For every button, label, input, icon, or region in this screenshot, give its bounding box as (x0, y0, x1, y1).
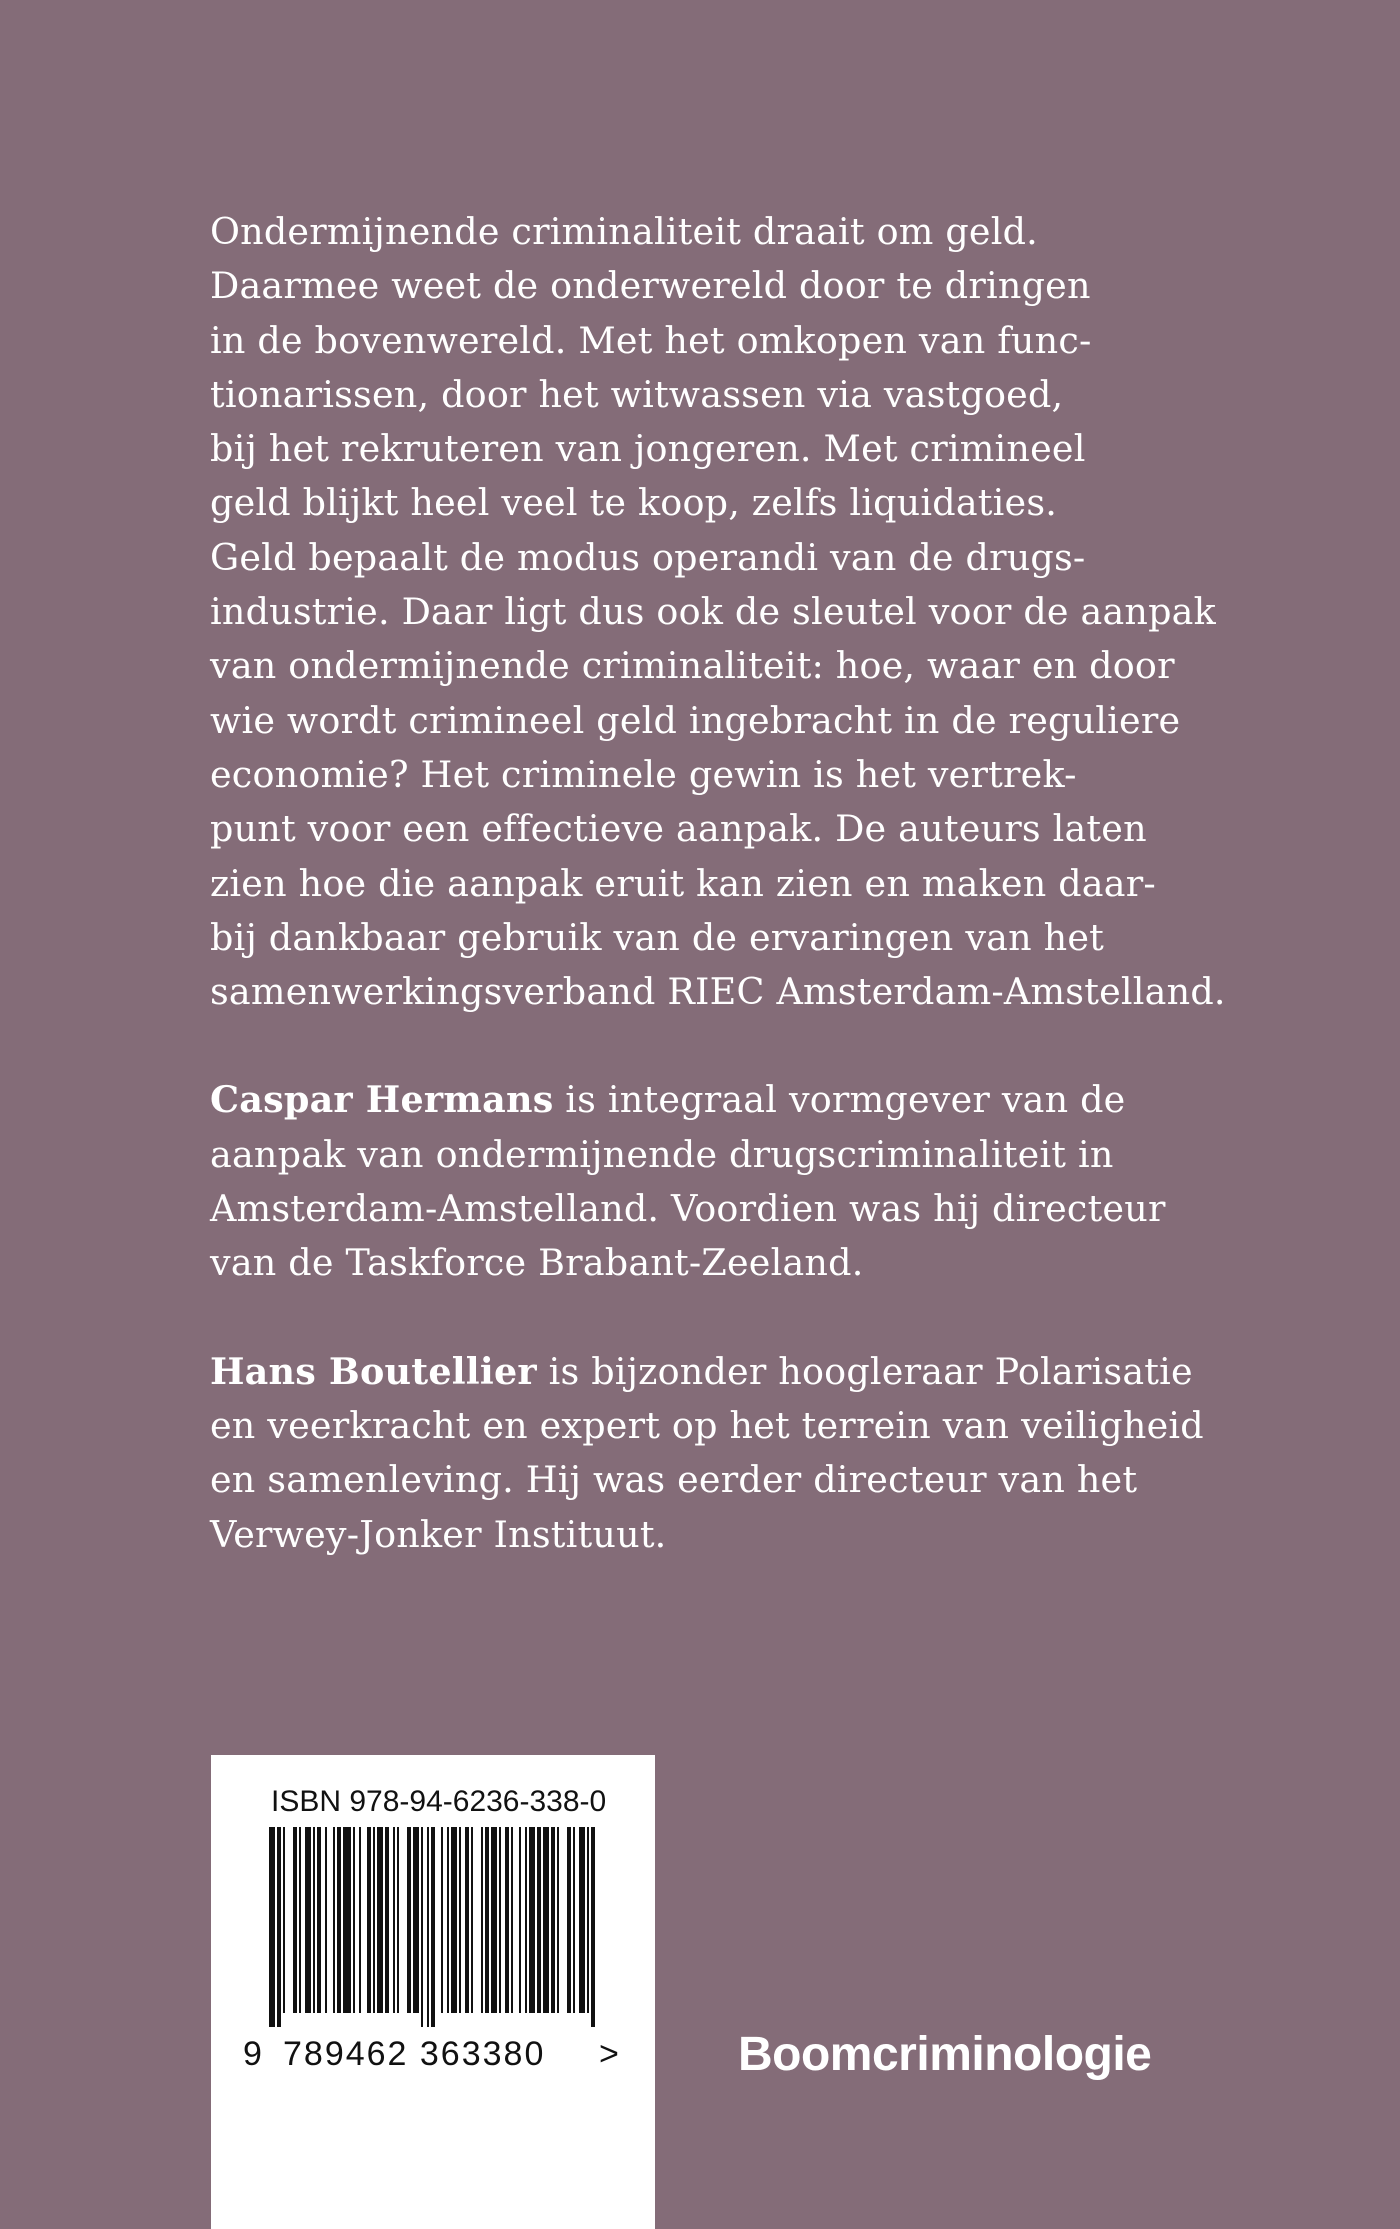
barcode-bar (317, 1827, 321, 2013)
barcode-bar (397, 1827, 399, 2013)
blurb-line: bij dankbaar gebruik van de ervaringen van het (210, 915, 1104, 959)
paragraph-spacer (210, 1291, 1220, 1345)
barcode-bar (337, 1827, 341, 2013)
blurb-line: Daarmee weet de onderwereld door te dringen (210, 264, 1091, 308)
barcode-bar (293, 1827, 297, 2013)
publisher-name-part2: criminologie (871, 2028, 1152, 2081)
author-bio-boutellier (210, 1345, 1220, 1562)
barcode-bar (305, 1827, 311, 2013)
author-bio-line: en samenleving. Hij was eerder directeur van het (210, 1458, 1138, 1502)
author-bio-first-line (210, 1345, 1220, 1399)
barcode-panel (211, 1755, 655, 2229)
author-bio-line: Amsterdam-Amstelland. Voordien was hij directeur (210, 1187, 1166, 1231)
barcode-bar (551, 1827, 555, 2013)
barcode-bar (485, 1827, 489, 2013)
author-name: Caspar Hermans (210, 1078, 554, 1122)
author-bio-line: Verwey-Jonker Instituut. (210, 1512, 667, 1556)
blurb-line: van ondermijnende criminaliteit: hoe, waar en door (210, 644, 1175, 688)
barcode-bar (325, 1827, 327, 2013)
barcode-icon (269, 1827, 609, 2027)
barcode-bar (277, 1827, 281, 2027)
barcode-bar (573, 1827, 575, 2013)
barcode-bar (471, 1827, 473, 2013)
barcode-bar (511, 1827, 513, 2013)
blurb-line: industrie. Daar ligt dus ook de sleutel voor de aanpak (210, 590, 1216, 634)
blurb-paragraph (210, 205, 1226, 1019)
barcode-bar (525, 1827, 527, 2013)
author-bio-hermans (210, 1073, 1220, 1290)
barcode-bar (505, 1827, 509, 2013)
blurb-line: geld blijkt heel veel te koop, zelfs liquidaties. (210, 481, 1058, 525)
barcode-bar (377, 1827, 383, 2013)
barcode-bar (557, 1827, 559, 2013)
blurb-line: economie? Het criminele gewin is het vertrek- (210, 752, 1077, 796)
author-bio-text: is integraal vormgever van de (553, 1078, 1126, 1122)
barcode-bar (283, 1827, 285, 2013)
barcode-bar (537, 1827, 541, 2013)
barcode-bar (499, 1827, 501, 2013)
blurb-line: punt voor een effectieve aanpak. De auteurs laten (210, 807, 1147, 851)
barcode-bar (353, 1827, 355, 2013)
barcode-bar (373, 1827, 375, 2013)
barcode-bar (567, 1827, 571, 2013)
barcode-bar (313, 1827, 315, 2013)
blurb-line: in de bovenwereld. Met het omkopen van func- (210, 318, 1092, 362)
barcode-arrow: > (599, 2035, 620, 2073)
barcode-bar (441, 1827, 443, 2013)
barcode-bar (587, 1827, 589, 2013)
author-bio-text: is bijzonder hoogleraar Polarisatie (536, 1349, 1193, 1393)
blurb-line: bij het rekruteren van jongeren. Met crimineel (210, 427, 1086, 471)
blurb-line: samenwerkingsverband RIEC Amsterdam-Amstelland. (210, 970, 1226, 1014)
barcode-bar (591, 1827, 595, 2027)
barcode-bar (431, 1827, 435, 2027)
barcode-bar (359, 1827, 361, 2013)
barcode-bar (299, 1827, 301, 2013)
blurb-line: Ondermijnende criminaliteit draait om geld. (210, 210, 1038, 253)
barcode-bar (579, 1827, 585, 2013)
author-name: Hans Boutellier (210, 1349, 537, 1393)
barcode-bar (269, 1827, 275, 2027)
barcode-bar (451, 1827, 457, 2013)
isbn-label: ISBN 978-94-6236-338-0 (271, 1785, 607, 1818)
blurb-line: tionarissen, door het witwassen via vastgoed, (210, 372, 1064, 416)
barcode-bar (407, 1827, 411, 2013)
barcode-bar (481, 1827, 483, 2013)
barcode-bar (343, 1827, 351, 2013)
barcode-bar (421, 1827, 423, 2027)
barcode-bar (367, 1827, 371, 2013)
publisher-logo (738, 2027, 1151, 2082)
blurb-line: wie wordt crimineel geld ingebracht in de reguliere (210, 698, 1181, 742)
author-bio-line: en veerkracht en expert op het terrein van veiligheid (210, 1403, 1204, 1447)
barcode-digits: 789462 363380 (283, 2035, 546, 2073)
barcode-bar (529, 1827, 535, 2013)
back-cover-text (210, 205, 1226, 1562)
barcode-bar (393, 1827, 395, 2013)
barcode-bar (427, 1827, 429, 2027)
author-bio-line: van de Taskforce Brabant-Zeeland. (210, 1241, 864, 1285)
barcode-bar (413, 1827, 419, 2013)
barcode-bar (543, 1827, 549, 2013)
author-bio-first-line (210, 1073, 1220, 1127)
barcode-bar (491, 1827, 497, 2013)
barcode-bar (459, 1827, 461, 2013)
blurb-line: zien hoe die aanpak eruit kan zien en maken daar- (210, 861, 1156, 905)
publisher-name-part1: Boom (738, 2028, 872, 2081)
barcode-bar (385, 1827, 389, 2013)
barcode-bar (465, 1827, 469, 2013)
paragraph-spacer (210, 1019, 1220, 1073)
author-bio-line: aanpak van ondermijnende drugscriminaliteit in (210, 1132, 1114, 1176)
barcode-bar (333, 1827, 335, 2013)
barcode-bar (519, 1827, 521, 2013)
barcode-bar (447, 1827, 449, 2013)
blurb-line: Geld bepaalt de modus operandi van de drugs- (210, 535, 1086, 579)
barcode-first-digit: 9 (243, 2035, 263, 2073)
